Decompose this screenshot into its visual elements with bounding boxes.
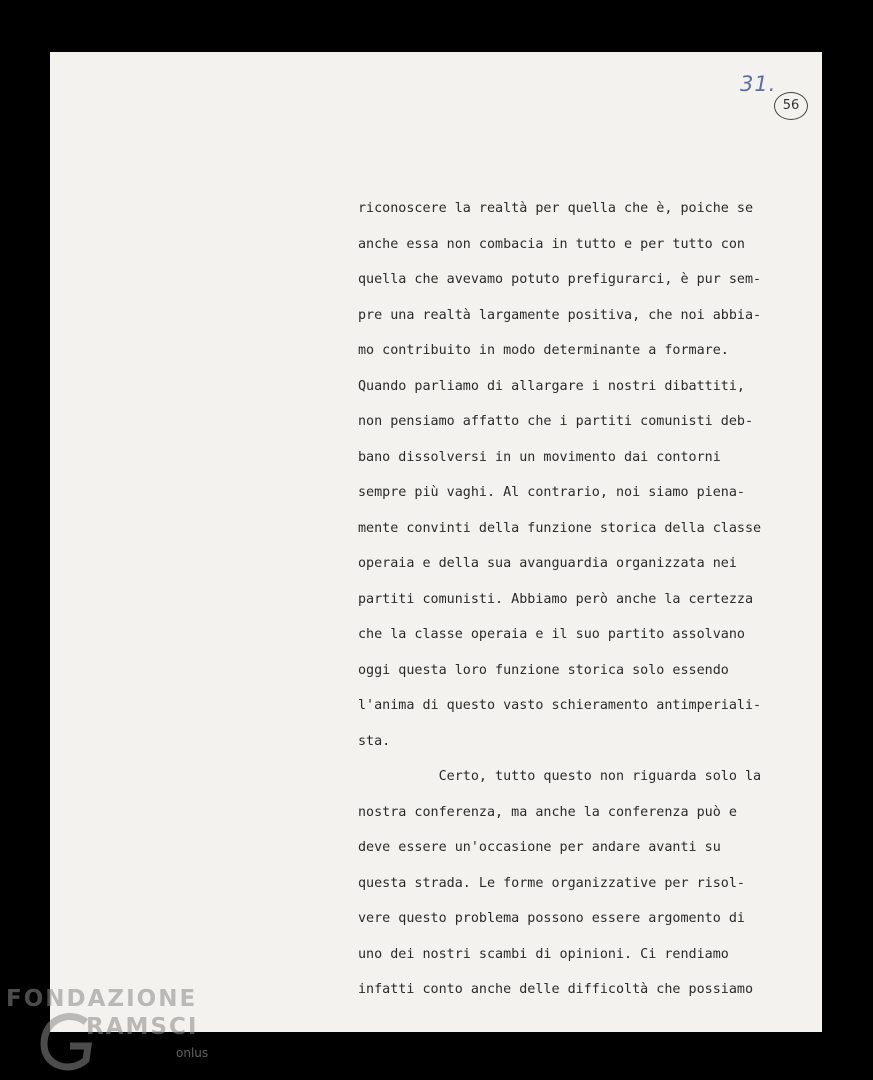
text-line: sempre più vaghi. Al contrario, noi siamo piena- <box>358 485 745 500</box>
foundation-watermark <box>6 986 226 1076</box>
text-line: Quando parliamo di allargare i nostri dibattiti, <box>358 378 745 394</box>
folio-stamp: 56 <box>774 92 808 120</box>
text-line: sta. <box>358 733 391 749</box>
text-line: che la classe operaia e il suo partito assolvano <box>358 627 745 642</box>
text-line: anche essa non combacia in tutto e per tutto con <box>358 236 745 252</box>
text-line: non pensiamo affatto che i partiti comunisti deb- <box>358 414 754 429</box>
text-line: l'anima di questo vasto schieramento antimperiali- <box>358 698 762 713</box>
text-line: operaia e della sua avanguardia organizzata nei <box>358 556 737 571</box>
text-line: vere questo problema possono essere argomento di <box>358 911 745 926</box>
text-line: bano dissolversi in un movimento dai contorni <box>358 449 721 465</box>
text-line: uno dei nostri scambi di opinioni. Ci rendiamo <box>358 946 729 962</box>
text-line: mo contribuito in modo determinante a formare. <box>358 343 729 358</box>
watermark-line-1: FONDAZIONE <box>6 986 198 1012</box>
text-line: oggi questa loro funzione storica solo essendo <box>358 662 729 678</box>
text-line: partiti comunisti. Abbiamo però anche la certezza <box>358 591 754 607</box>
text-line: riconoscere la realtà per quella che è, poiche se <box>358 201 754 216</box>
text-line: mente convinti della funzione storica della classe <box>358 520 762 536</box>
handwritten-page-number: 31. <box>740 72 777 96</box>
text-line: Certo, tutto questo non riguarda solo la <box>358 769 762 784</box>
text-line: infatti conto anche delle difficoltà che possiamo <box>358 982 754 997</box>
watermark-line-3: onlus <box>176 1046 209 1060</box>
text-line: pre una realtà largamente positiva, che noi abbia- <box>358 307 762 323</box>
text-line: deve essere un'occasione per andare avanti su <box>358 840 721 855</box>
typewritten-text <box>358 197 818 1014</box>
watermark-line-2: RAMSCI <box>86 1014 199 1040</box>
text-line: nostra conferenza, ma anche la conferenza può e <box>358 804 737 820</box>
text-line: questa strada. Le forme organizzative per risol- <box>358 875 745 891</box>
text-line: quella che avevamo potuto prefigurarci, è pur sem- <box>358 272 762 287</box>
